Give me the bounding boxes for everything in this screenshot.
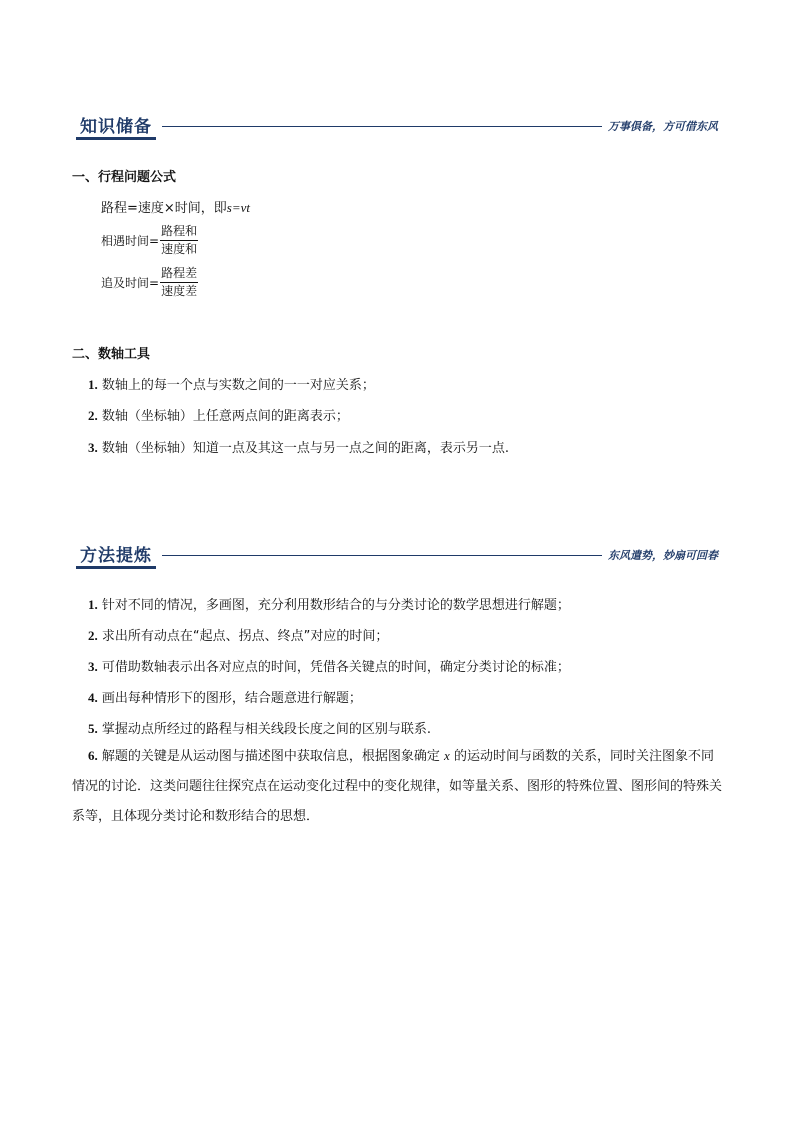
item-text: 解题的关键是从运动图与描述图中获取信息，根据图象确定	[101, 749, 440, 764]
header-divider	[162, 126, 602, 127]
list-item	[88, 625, 388, 644]
item-number: 5.	[88, 721, 98, 736]
item-text: 数轴（坐标轴）知道一点及其这一点与另一点之间的距离，表示另一点.	[101, 441, 510, 456]
section-title: 知识储备	[76, 112, 156, 140]
meet-time-formula	[101, 224, 198, 257]
list-item	[88, 687, 362, 706]
formula-text: 路程=速度×时间，即	[101, 201, 227, 216]
meet-time-fraction	[160, 224, 198, 257]
chase-time-fraction	[160, 266, 198, 299]
item-number: 1.	[88, 597, 98, 612]
item-text: 掌握动点所经过的路程与相关线段长度之间的区别与联系.	[101, 722, 432, 737]
item-number: 2.	[88, 628, 98, 643]
item-text-continued: 的运动时间与函数的关系，同时关注图象不同情况的讨论．这类问题往往探究点在运动变化过程中的变化规律，如等量关系、图形的特殊位置、图形间的特殊关系等，且体现分类讨论和数形结合的思想．	[72, 749, 723, 824]
fraction-denominator: 速度差	[161, 284, 198, 298]
item-number: 6.	[88, 748, 98, 763]
subsection-title-number-line: 二、数轴工具	[72, 347, 151, 362]
item-text: 画出每种情形下的图形，结合题意进行解题；	[101, 691, 362, 706]
item-number: 3.	[88, 659, 98, 674]
section-motto: 万事俱备，方可借东风	[608, 120, 718, 133]
section-header-knowledge	[76, 112, 718, 140]
chase-time-formula	[101, 266, 198, 299]
item-text: 数轴（坐标轴）上任意两点间的距离表示；	[101, 409, 349, 424]
formula-math: s=vt	[226, 200, 251, 215]
list-item	[88, 656, 570, 675]
fraction-denominator: 速度和	[161, 242, 198, 256]
header-divider	[162, 555, 602, 556]
section-header-methods	[76, 541, 718, 569]
list-item	[88, 437, 509, 456]
fraction-numerator: 路程差	[160, 266, 198, 283]
subsection-title-travel: 一、行程问题公式	[72, 170, 177, 185]
section-motto: 东风遣势，妙扇可回春	[608, 549, 718, 562]
list-item-paragraph	[72, 741, 722, 832]
item-number: 1.	[88, 377, 98, 392]
item-number: 4.	[88, 690, 98, 705]
item-text: 可借助数轴表示出各对应点的时间，凭借各关键点的时间，确定分类讨论的标准；	[101, 660, 570, 675]
fraction-numerator: 路程和	[160, 224, 198, 241]
item-number: 3.	[88, 440, 98, 455]
item-number: 2.	[88, 408, 98, 423]
section-title: 方法提炼	[76, 541, 156, 569]
variable-x: x	[444, 748, 450, 763]
list-item	[88, 405, 349, 424]
chase-time-label: 追及时间=	[101, 276, 160, 290]
item-text: 针对不同的情况，多画图，充分利用数形结合的与分类讨论的数学思想进行解题；	[101, 598, 570, 613]
list-item	[88, 718, 431, 737]
list-item	[88, 374, 375, 393]
formula-line	[101, 197, 250, 216]
meet-time-label: 相遇时间=	[101, 234, 160, 248]
list-item	[88, 594, 570, 613]
item-text: 数轴上的每一个点与实数之间的一一对应关系；	[101, 378, 375, 393]
item-text: 求出所有动点在“起点、拐点、终点”对应的时间；	[101, 629, 389, 644]
